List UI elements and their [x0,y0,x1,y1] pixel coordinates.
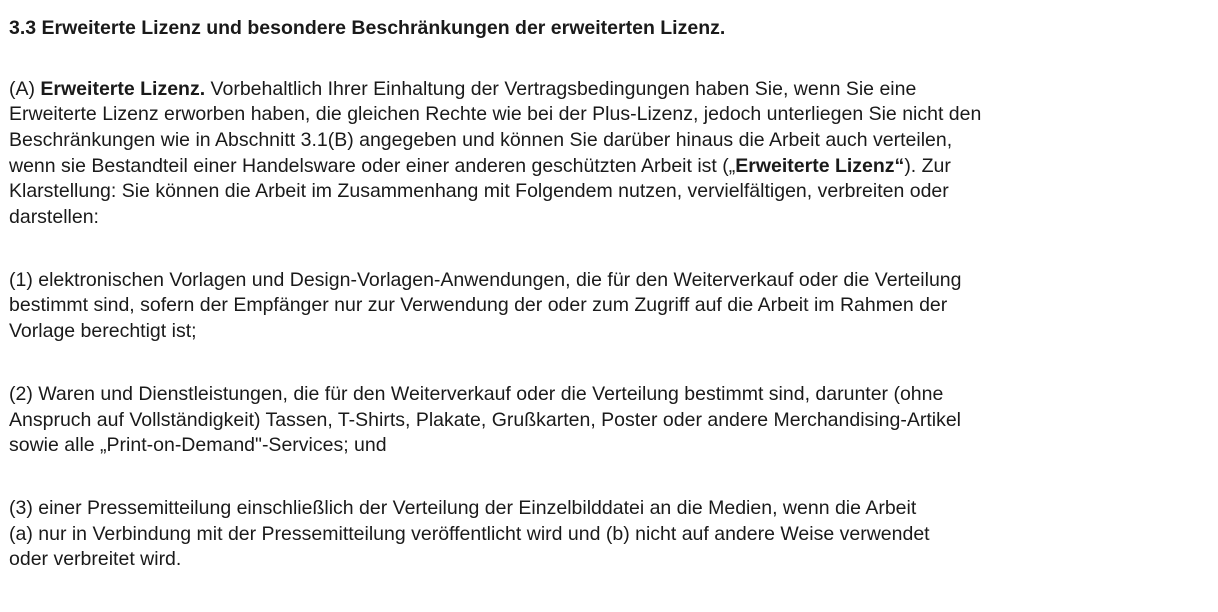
text-line: (a) nur in Verbindung mit der Pressemitteilung veröffentlicht wird und (b) nicht auf andere Weise verwendet [9,522,930,545]
text-line: darstellen: [9,206,99,229]
text-run: ). Zur [904,154,951,177]
text-line: bestimmt sind, sofern der Empfänger nur zur Verwendung der oder zum Zugriff auf die Arbeit im Rahmen der [9,294,948,317]
text-line: (3) einer Pressemitteilung einschließlich der Verteilung der Einzelbilddatei an die Medien, wenn die Arbeit [9,496,917,519]
text-line: oder verbreitet wird. [9,548,182,571]
text-line: Klarstellung: Sie können die Arbeit im Zusammenhang mit Folgendem nutzen, vervielfältigen, verbreiten oder [9,180,949,203]
text-line: Beschränkungen wie in Abschnitt 3.1(B) angegeben und können Sie darüber hinaus die Arbeit auch verteilen, [9,128,953,151]
paragraph-clause-2 [9,382,1218,459]
paragraph-marker: (A) [9,77,41,100]
paragraph-extended-license [9,77,1218,231]
text-line: (1) elektronischen Vorlagen und Design-Vorlagen-Anwendungen, die für den Weiterverkauf oder die Verteilung [9,268,962,291]
text-line [9,77,1218,103]
paragraph-clause-1 [9,268,1218,345]
bold-run: Erweiterte Lizenz. [40,77,206,100]
bold-run: Erweiterte Lizenz“ [735,154,905,177]
text-run: wenn sie Bestandteil einer Handelsware oder einer anderen geschützten Arbeit ist („ [9,154,736,177]
text-line: sowie alle „Print-on-Demand"-Services; und [9,434,387,457]
text-line: Vorlage berechtigt ist; [9,320,197,343]
text-line: Anspruch auf Vollständigkeit) Tassen, T-Shirts, Plakate, Grußkarten, Poster oder andere Merchandising-Artikel [9,408,961,431]
paragraph-clause-3 [9,496,1218,573]
text-line: Erweiterte Lizenz erworben haben, die gleichen Rechte wie bei der Plus-Lizenz, jedoch unterliegen Sie nicht den [9,103,982,126]
text-line: (2) Waren und Dienstleistungen, die für den Weiterverkauf oder die Verteilung bestimmt sind, darunter (ohne [9,382,944,405]
text-run: Vorbehaltlich Ihrer Einhaltung der Vertragsbedingungen haben Sie, wenn Sie eine [205,77,917,100]
text-line [9,154,1218,180]
section-heading: 3.3 Erweiterte Lizenz und besondere Beschränkungen der erweiterten Lizenz. [9,17,726,39]
